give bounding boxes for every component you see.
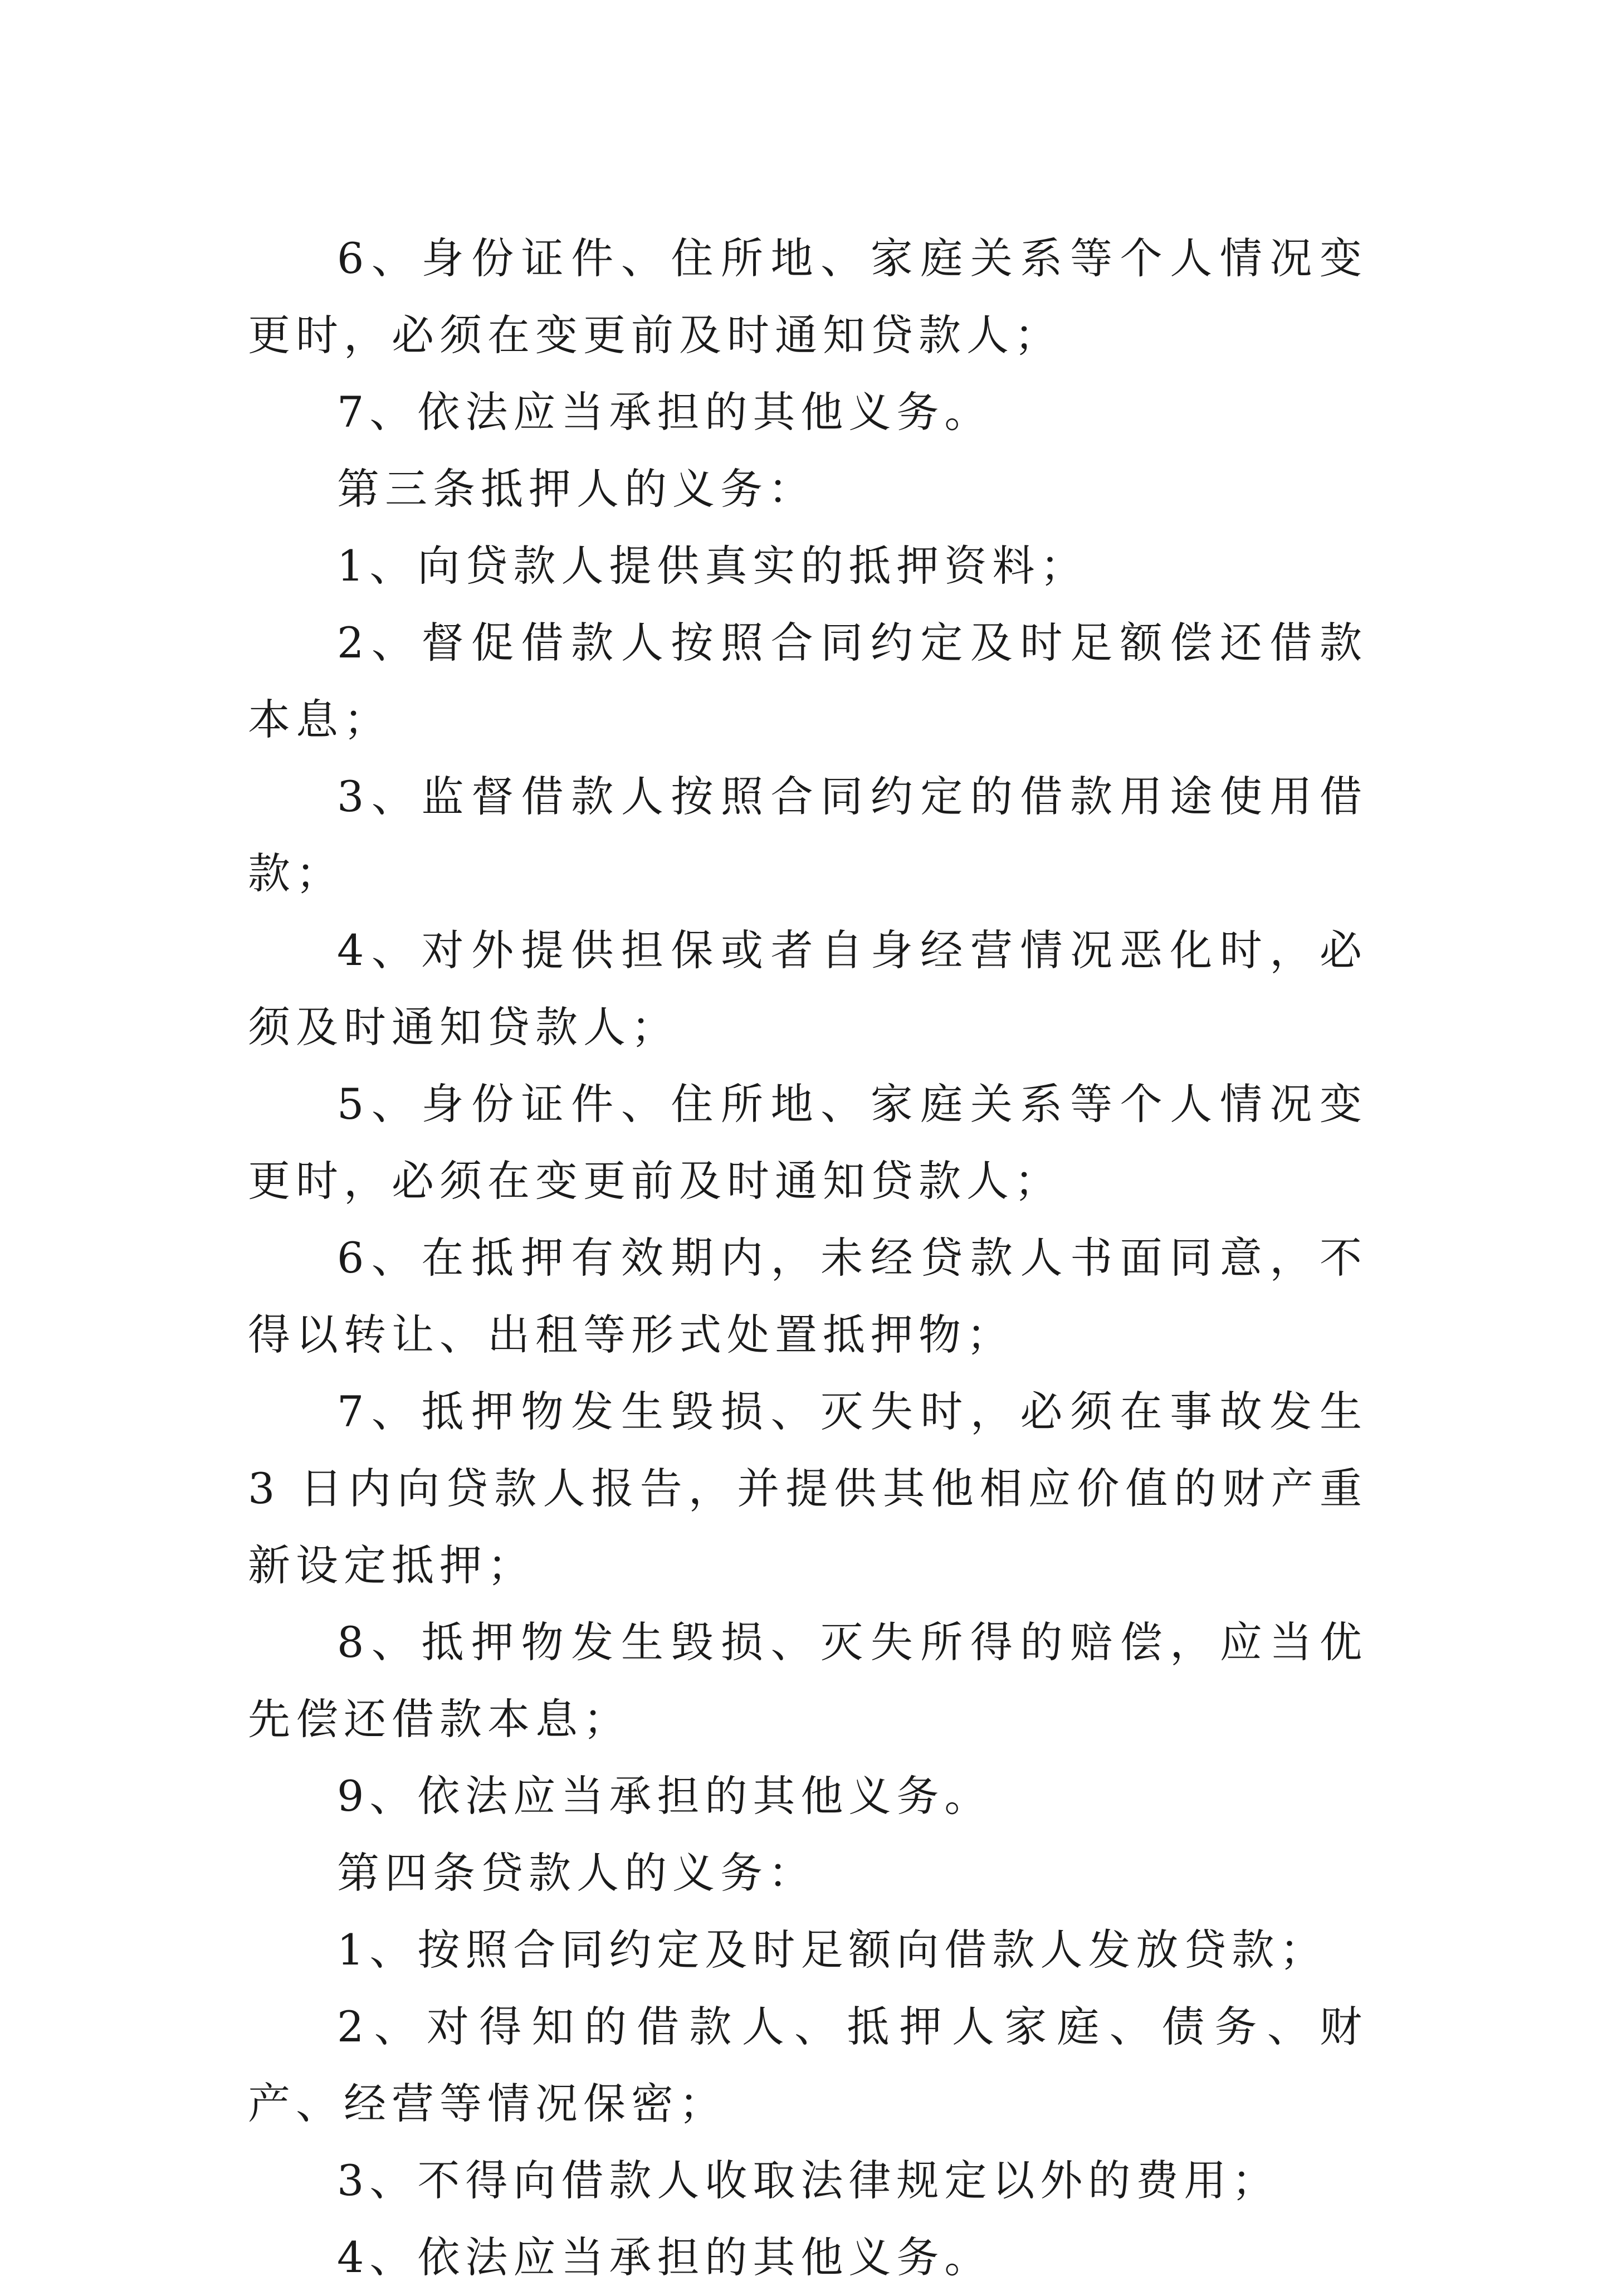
paragraph: 2、督促借款人按照合同约定及时足额偿还借款本息； <box>248 618 1367 744</box>
paragraph: 6、身份证件、住所地、家庭关系等个人情况变更时，必须在变更前及时通知贷款人； <box>248 233 1367 360</box>
section-heading: 第三条抵押人的义务： <box>337 464 816 514</box>
section-heading: 第四条贷款人的义务： <box>337 1848 816 1898</box>
paragraph: 6、在抵押有效期内，未经贷款人书面同意，不得以转让、出租等形式处置抵押物； <box>248 1233 1367 1359</box>
paragraph: 4、依法应当承担的其他义务。 <box>337 2232 993 2282</box>
document-body <box>248 220 1367 2296</box>
paragraph: 3、不得向借款人收取法律规定以外的费用； <box>337 2156 1280 2205</box>
paragraph: 1、向贷款人提供真实的抵押资料； <box>337 541 1088 591</box>
paragraph: 2、对得知的借款人、抵押人家庭、债务、财产、经营等情况保密； <box>248 2002 1367 2128</box>
paragraph: 1、按照合同约定及时足额向借款人发放贷款； <box>337 1925 1328 1975</box>
paragraph: 3、监督借款人按照合同约定的借款用途使用借款； <box>248 772 1367 898</box>
paragraph: 5、身份证件、住所地、家庭关系等个人情况变更时，必须在变更前及时通知贷款人； <box>248 1079 1367 1206</box>
paragraph: 9、依法应当承担的其他义务。 <box>337 1771 993 1821</box>
paragraph: 7、依法应当承担的其他义务。 <box>337 387 993 437</box>
paragraph: 7、抵押物发生毁损、灭失时，必须在事故发生 3 日内向贷款人报告，并提供其他相应价值的财产重新设定抵押； <box>248 1387 1367 1590</box>
paragraph: 8、抵押物发生毁损、灭失所得的赔偿，应当优先偿还借款本息； <box>248 1617 1367 1744</box>
paragraph: 4、对外提供担保或者自身经营情况恶化时，必须及时通知贷款人； <box>248 925 1367 1052</box>
